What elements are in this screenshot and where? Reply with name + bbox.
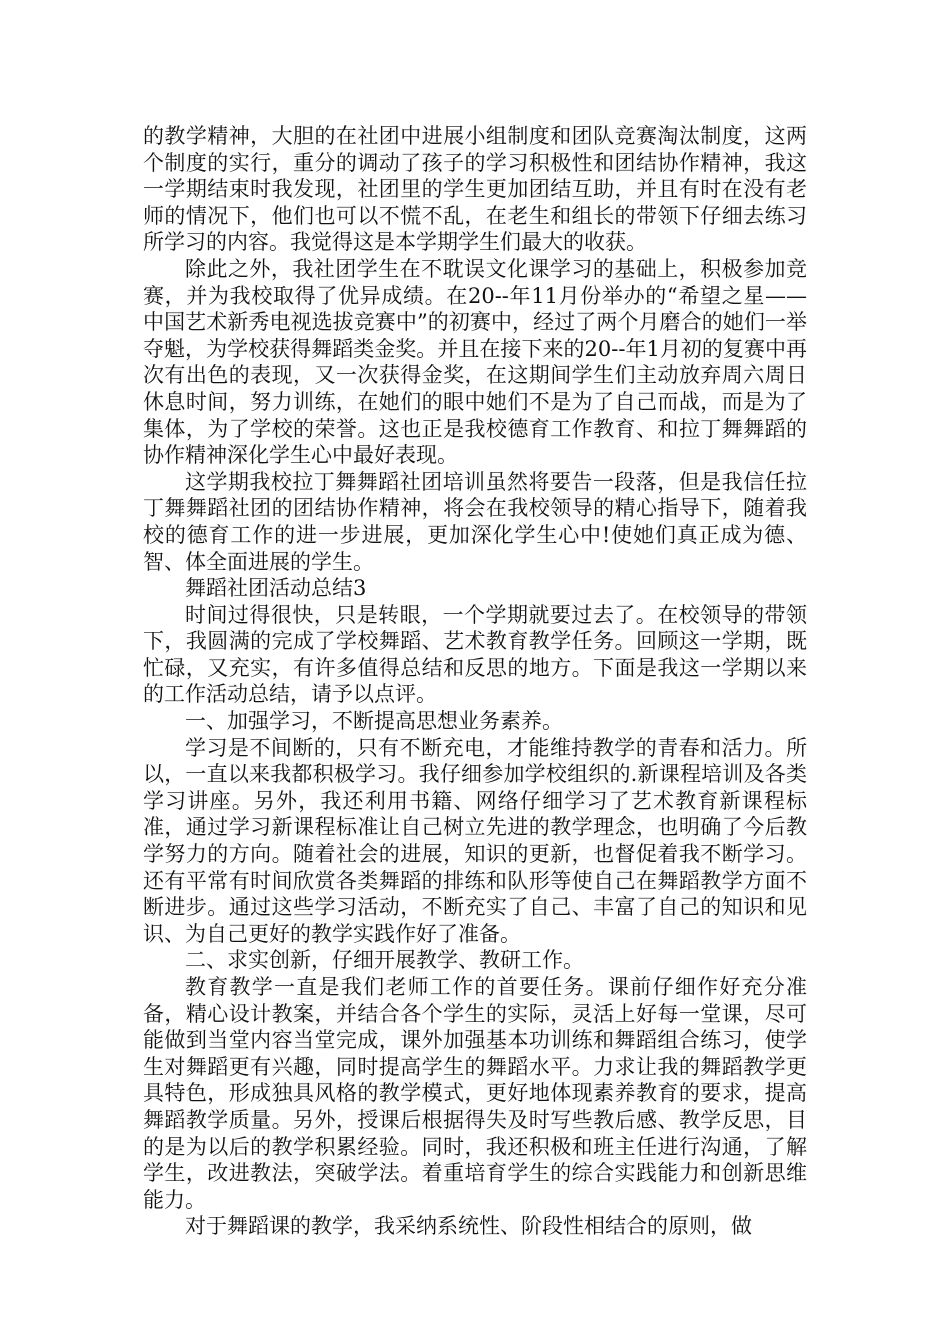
section-heading: 一、加强学习，不断提高思想业务素养。 [185,709,563,734]
section-title: 舞蹈社团活动总结3 [185,576,367,601]
paragraph: 的教学精神，大胆的在社团中进展小组制度和团队竞赛淘汰制度，这两个制度的实行，重分的调动了孩子的学习积极性和团结协作精神，我这一学期结束时我发现，社团里的学生更加团结互助，并且有时在没有老师的情况下，他们也可以不慌不乱，在老生和组长的带领下仔细去练习所学习的内容。我觉得这是本学期学生们最大的收获。 [143,124,807,255]
paragraph: 对于舞蹈课的教学，我采纳系统性、阶段性相结合的原则，做 [185,1214,752,1239]
paragraph: 学习是不间断的，只有不断充电，才能维持教学的青春和活力。所以，一直以来我都积极学习。我仔细参加学校组织的.新课程培训及各类学习讲座。另外，我还利用书籍、网络仔细学习了艺术教育新课程标准，通过学习新课程标准让自己树立先进的教学理念，也明确了今后教学努力的方向。随着社会的进展，知识的更新，也督促着我不断学习。还有平常有时间欣赏各类舞蹈的排练和队形等使自己在舞蹈教学方面不断进步。通过这些学习活动，不断充实了自己、丰富了自己的知识和见识、为自己更好的教学实践作好了准备。 [143,735,807,946]
paragraph: 除此之外，我社团学生在不耽误文化课学习的基础上，积极参加竞赛，并为我校取得了优异成绩。在20--年11月份举办的“希望之星——中国艺术新秀电视选拔竞赛中”的初赛中，经过了两个月磨合的她们一举夺魁，为学校获得舞蹈类金奖。并且在接下来的20--年1月初的复赛中再次有出色的表现，又一次获得金奖，在这期间学生们主动放弃周六周日休息时间，努力训练，在她们的眼中她们不是为了自己而战，而是为了集体，为了学校的荣誉。这也正是我校德育工作教育、和拉丁舞舞蹈的协作精神深化学生心中最好表现。 [143,256,807,468]
paragraph: 这学期我校拉丁舞舞蹈社团培训虽然将要告一段落，但是我信任拉丁舞舞蹈社团的团结协作精神，将会在我校领导的精心指导下，随着我校的德育工作的进一步进展，更加深化学生心中!使她们真正成为德、智、体全面进展的学生。 [143,469,807,574]
section-heading: 二、求实创新，仔细开展教学、教研工作。 [185,948,584,973]
paragraph: 教育教学一直是我们老师工作的首要任务。课前仔细作好充分准备，精心设计教案，并结合各个学生的实际，灵活上好每一堂课，尽可能做到当堂内容当堂完成，课外加强基本功训练和舞蹈组合练习，使学生对舞蹈更有兴趣，同时提高学生的舞蹈水平。力求让我的舞蹈教学更具特色，形成独具风格的教学模式，更好地体现素养教育的要求，提高舞蹈教学质量。另外，授课后根据得失及时写些教后感、教学反思，目的是为以后的教学积累经验。同时，我还积极和班主任进行沟通，了解学生，改进教法，突破学法。着重培育学生的综合实践能力和创新思维能力。 [143,975,807,1212]
document-body [143,123,807,1240]
paragraph: 时间过得很快，只是转眼，一个学期就要过去了。在校领导的带领下，我圆满的完成了学校舞蹈、艺术教育教学任务。回顾这一学期，既忙碌，又充实，有许多值得总结和反思的地方。下面是我这一学期以来的工作活动总结，请予以点评。 [143,602,807,707]
